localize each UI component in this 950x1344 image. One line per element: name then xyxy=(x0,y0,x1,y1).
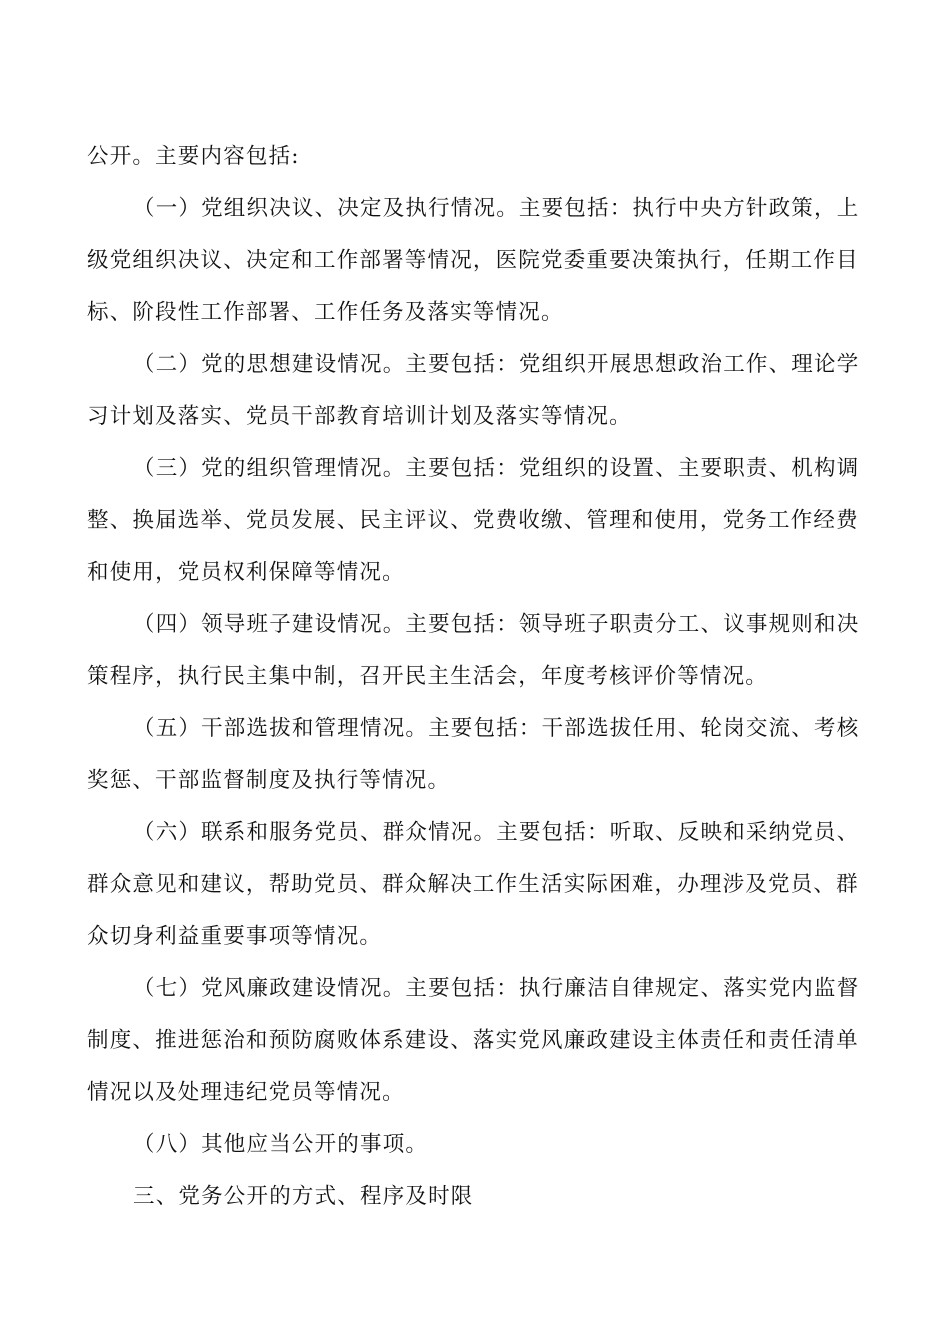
paragraph-item-5 xyxy=(87,703,863,807)
text-line: （三）党的组织管理情况。主要包括：党组织的设置、主要职责、机构调 xyxy=(133,456,860,481)
text-line: （二）党的思想建设情况。主要包括：党组织开展思想政治工作、理论学 xyxy=(133,352,860,377)
text-line: （四）领导班子建设情况。主要包括：领导班子职责分工、议事规则和决 xyxy=(133,612,860,637)
text-line: 制度、推进惩治和预防腐败体系建设、落实党风廉政建设主体责任和责任清单 xyxy=(87,1028,859,1053)
text-line: 整、换届选举、党员发展、民主评议、党费收缴、管理和使用，党务工作经费 xyxy=(87,508,859,533)
paragraph-item-4 xyxy=(87,599,863,703)
text-line: （七）党风廉政建设情况。主要包括：执行廉洁自律规定、落实党内监督 xyxy=(133,976,860,1001)
text-line: 习计划及落实、党员干部教育培训计划及落实等情况。 xyxy=(87,404,632,429)
text-line: 公开。主要内容包括: xyxy=(87,144,300,169)
text-line: 群众意见和建议，帮助党员、群众解决工作生活实际困难，办理涉及党员、群 xyxy=(87,872,859,897)
text-line: 标、阶段性工作部署、工作任务及落实等情况。 xyxy=(87,300,564,325)
text-line: 级党组织决议、决定和工作部署等情况，医院党委重要决策执行，任期工作目 xyxy=(87,248,859,273)
text-line: 情况以及处理违纪党员等情况。 xyxy=(87,1080,405,1105)
paragraph-item-2 xyxy=(87,339,863,443)
paragraph-item-3 xyxy=(87,443,863,599)
text-line: （六）联系和服务党员、群众情况。主要包括：听取、反映和采纳党员、 xyxy=(133,820,860,845)
paragraph-item-1 xyxy=(87,183,863,339)
text-line: 众切身利益重要事项等情况。 xyxy=(87,924,383,949)
text-line: （一）党组织决议、决定及执行情况。主要包括：执行中央方针政策，上 xyxy=(133,196,860,221)
text-line: 奖惩、干部监督制度及执行等情况。 xyxy=(87,768,451,793)
document-body xyxy=(87,131,863,1223)
paragraph-item-7 xyxy=(87,963,863,1119)
text-line: （五）干部选拔和管理情况。主要包括：干部选拔任用、轮岗交流、考核 xyxy=(133,716,860,741)
paragraph-intro xyxy=(87,131,863,183)
paragraph-item-8 xyxy=(87,1119,863,1171)
text-line: 三、党务公开的方式、程序及时限 xyxy=(133,1184,474,1209)
text-line: （八）其他应当公开的事项。 xyxy=(133,1132,429,1157)
text-line: 策程序，执行民主集中制，召开民主生活会，年度考核评价等情况。 xyxy=(87,664,769,689)
text-line: 和使用，党员权利保障等情况。 xyxy=(87,560,405,585)
section-heading-3 xyxy=(87,1171,863,1223)
paragraph-item-6 xyxy=(87,807,863,963)
